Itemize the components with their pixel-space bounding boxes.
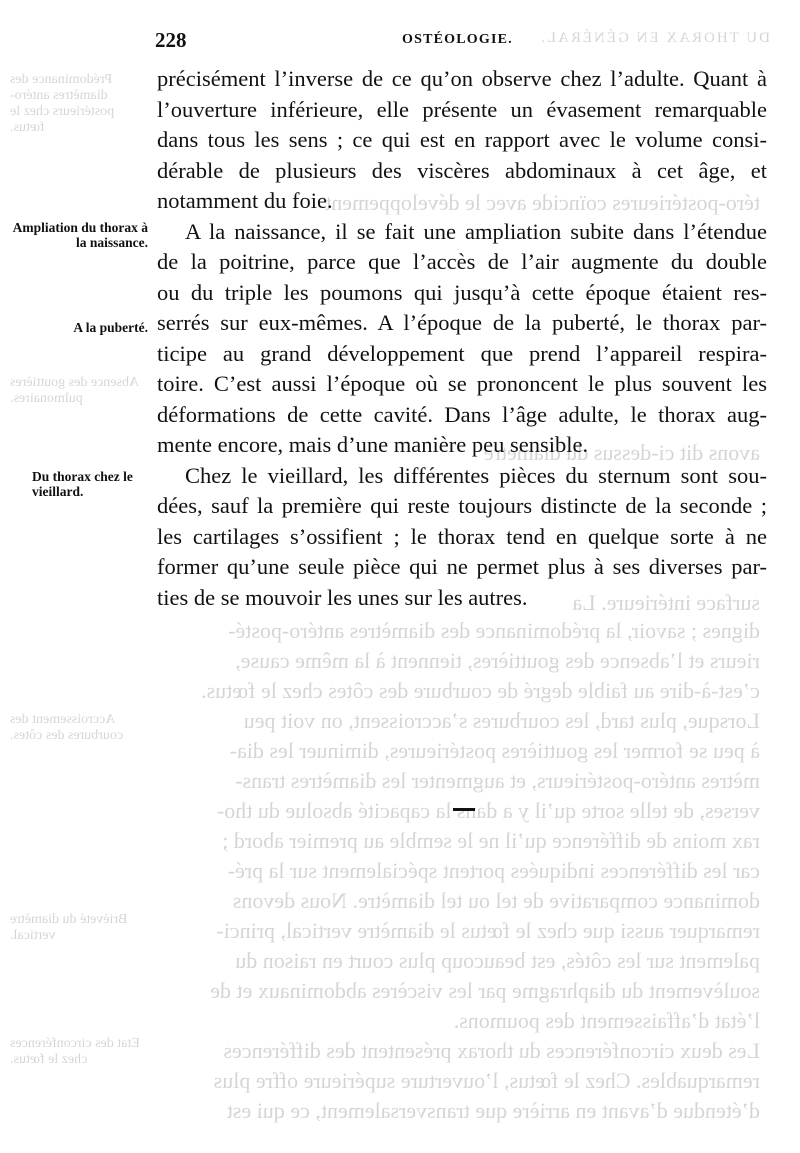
ghost-line: remarquables. Chez le fœtus, l’ouverture supérieure offre plus	[213, 1068, 760, 1093]
text-line: dans tous les sens ; ce qui est en rapport avec le volume consi-	[157, 127, 767, 152]
body-text	[157, 64, 767, 613]
text-line: l’ouverture inférieure, elle présente un évasement remarquable	[157, 96, 767, 122]
ghost-line: à peu se former les gouttières postérieures, diminuer les dia-	[229, 738, 760, 763]
ghost-line: rax moins de différence qu’il ne le semble au premier abord ;	[222, 828, 760, 853]
ghost-line: l’état d’affaissement des poumons.	[453, 1008, 760, 1033]
ghost-line: Lorsque, plus tard, les courbures s’accroissent, on voit peu	[243, 708, 760, 733]
paragraph-start-line: A la naissance, il se fait une ampliation subite dans l’étendue	[185, 218, 767, 244]
ghost-line: mètres antéro-postérieurs, et augmenter les diamètres trans-	[235, 768, 760, 793]
text-line: ties de se mouvoir les unes sur les autres.	[157, 584, 528, 610]
page-header	[155, 28, 765, 54]
ghost-margin-note: Accroissement des courbures des côtes.	[10, 712, 124, 743]
ghost-running-head: DU THORAX EN GÉNÉRAL.	[539, 30, 770, 46]
ghost-line: verses, de telle sorte qu’il y a dans la capacité absolue du tho-	[216, 798, 760, 823]
ghost-line: soulèvement du diaphragme par les viscères abdominaux et de	[210, 978, 760, 1003]
ghost-line: dominance comparative de tel ou tel diamètre. Nous devons	[232, 888, 760, 913]
text-line: notamment du foie.	[157, 188, 333, 213]
text-line: de la poitrine, parce que l’accès de l’air augmente du double	[157, 249, 767, 274]
section-end-dash	[453, 808, 475, 811]
text-line: former qu’une seule pièce qui ne permet plus à ses diverses par-	[157, 554, 767, 579]
ghost-line: Les deux circonférences du thorax présentent des différences	[223, 1038, 760, 1063]
page-number: 228	[155, 28, 187, 52]
text-line: serrés sur eux-mêmes. A l’époque de la puberté, le thorax par-	[157, 310, 767, 335]
ghost-line: car les différences indiquées portent spécialement sur la pré-	[227, 858, 760, 883]
text-line: toire. C’est aussi l’époque où se prononcent le plus souvent les	[157, 371, 767, 396]
ghost-line: rieurs et l’absence des gouttières, tiennent à la même cause,	[235, 648, 760, 673]
ghost-line: palement sur les côtés, est beaucoup plus court en raison du	[235, 948, 760, 973]
ghost-margin-note: Etat des circonférences chez le fœtus.	[10, 1036, 140, 1067]
text-line: ou du triple les poumons qui jusqu’à cette époque étaient res-	[157, 279, 767, 305]
running-head: OSTÉOLOGIE.	[402, 32, 513, 47]
margin-note-ampliation: Ampliation du thorax à la naissance.	[12, 220, 148, 250]
ghost-line: surface intérieure. La	[572, 590, 760, 615]
margin-note-vieillard: Du thorax chez le vieillard.	[32, 469, 133, 499]
text-line: les cartilages s’ossifient ; le thorax tend en quelque sorte à ne	[157, 523, 767, 549]
text-line: déformations de cette cavité. Dans l’âge adulte, le thorax aug-	[157, 401, 767, 427]
text-line: mente encore, mais d’une manière peu sensible.	[157, 432, 589, 457]
text-line: dérable de plusieurs des viscères abdominaux à cet âge, et	[157, 157, 767, 183]
ghost-margin-note: Prédominance des diamètres antéro-postérieurs chez le fœtus.	[10, 72, 115, 135]
ghost-line: d’étendue d’avant en arrière que transversalement, ce qui est	[226, 1098, 760, 1123]
ghost-line: remarquer aussi que chez le fœtus le diamètre vertical, princi-	[216, 918, 760, 943]
paragraph-start-line: Chez le vieillard, les différentes pièces du sternum sont sou-	[185, 462, 767, 488]
ghost-margin-note: Brièveté du diamètre vertical.	[10, 912, 128, 943]
ghost-line: avons dit ci-dessus du diamètre	[483, 440, 760, 465]
ghost-line: dignes ; savoir, la prédominance des diamètres antéro-posté-	[228, 618, 760, 643]
ghost-line: téro-postérieures coïncide avec le développement	[325, 190, 760, 215]
text-line: dées, sauf la première qui reste toujours distincte de la seconde ;	[157, 493, 767, 518]
ghost-margin-note: Absence des gouttières pulmonaires.	[10, 375, 140, 406]
text-line: précisément l’inverse de ce qu’on observe chez l’adulte. Quant à	[157, 66, 767, 91]
margin-note-puberte: A la puberté.	[73, 320, 148, 335]
text-line: ticipe au grand développement que prend l’appareil respira-	[157, 340, 767, 366]
ghost-line: c’est-à-dire au faible degré de courbure des côtes chez le fœtus.	[201, 678, 760, 703]
